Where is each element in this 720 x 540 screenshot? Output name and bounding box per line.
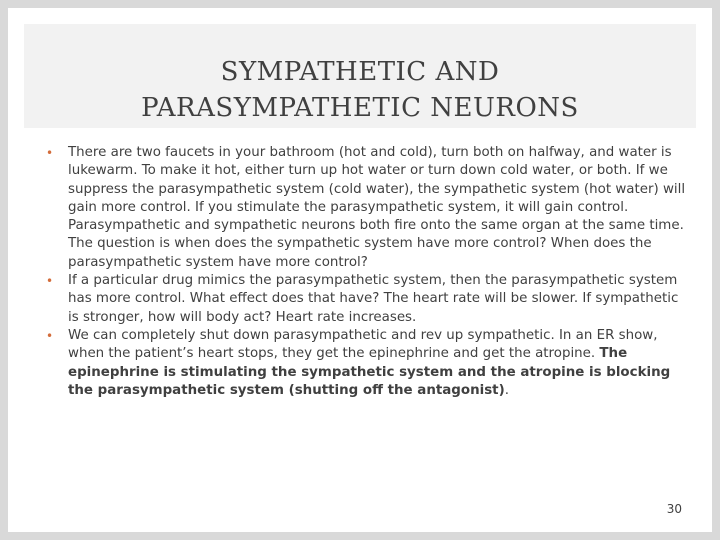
bullet-icon: • xyxy=(46,274,54,289)
slide-title xyxy=(24,54,696,126)
bullet-icon: • xyxy=(46,146,54,160)
bullet-text-1: There are two faucets in your bathroom (hot and cold), turn both on halfway, and water is lukewarm. To make it hot, either turn up hot water or turn down cold water, or both. If we suppress the parasympathetic system (cold water), the sympathetic system (hot water) will gain more control. If you stimulate the parasympathetic system, it will gain control. Parasympathetic and sympathetic neurons both fire onto the same organ at the same time. The question is when does the sympathetic system have more control? When does the parasympathetic system have more control? xyxy=(68,145,686,270)
bullet-text-2: If a particular drug mimics the parasympathetic system, then the parasympathetic system has more control. What effect does that have? The heart rate will be slower. If sympathetic is stronger, how will body act? Heart rate increases. xyxy=(68,273,679,325)
bullet-text-3-end: . xyxy=(504,382,509,398)
bullet-item-2 xyxy=(46,272,686,327)
page-number: 30 xyxy=(666,502,682,516)
bullet-icon: • xyxy=(46,328,54,343)
bullet-item-3 xyxy=(46,327,686,400)
bullet-text-3-plain: We can completely shut down parasympathetic and rev up sympathetic. In an ER show, when the patient’s heart stops, they get the epinephrine and get the atropine. xyxy=(68,327,658,362)
bullet-list xyxy=(46,144,686,400)
slide xyxy=(8,8,712,532)
bullet-item-1 xyxy=(46,144,686,272)
title-line-1: SYMPATHETIC AND xyxy=(220,57,500,87)
title-band xyxy=(24,24,696,128)
title-line-2: PARASYMPATHETIC NEURONS xyxy=(141,93,579,123)
bullet-text-3-bold: The epinephrine is stimulating the sympathetic system and the atropine is blocking the parasympathetic system (shutting off the antagonist) xyxy=(68,346,671,398)
